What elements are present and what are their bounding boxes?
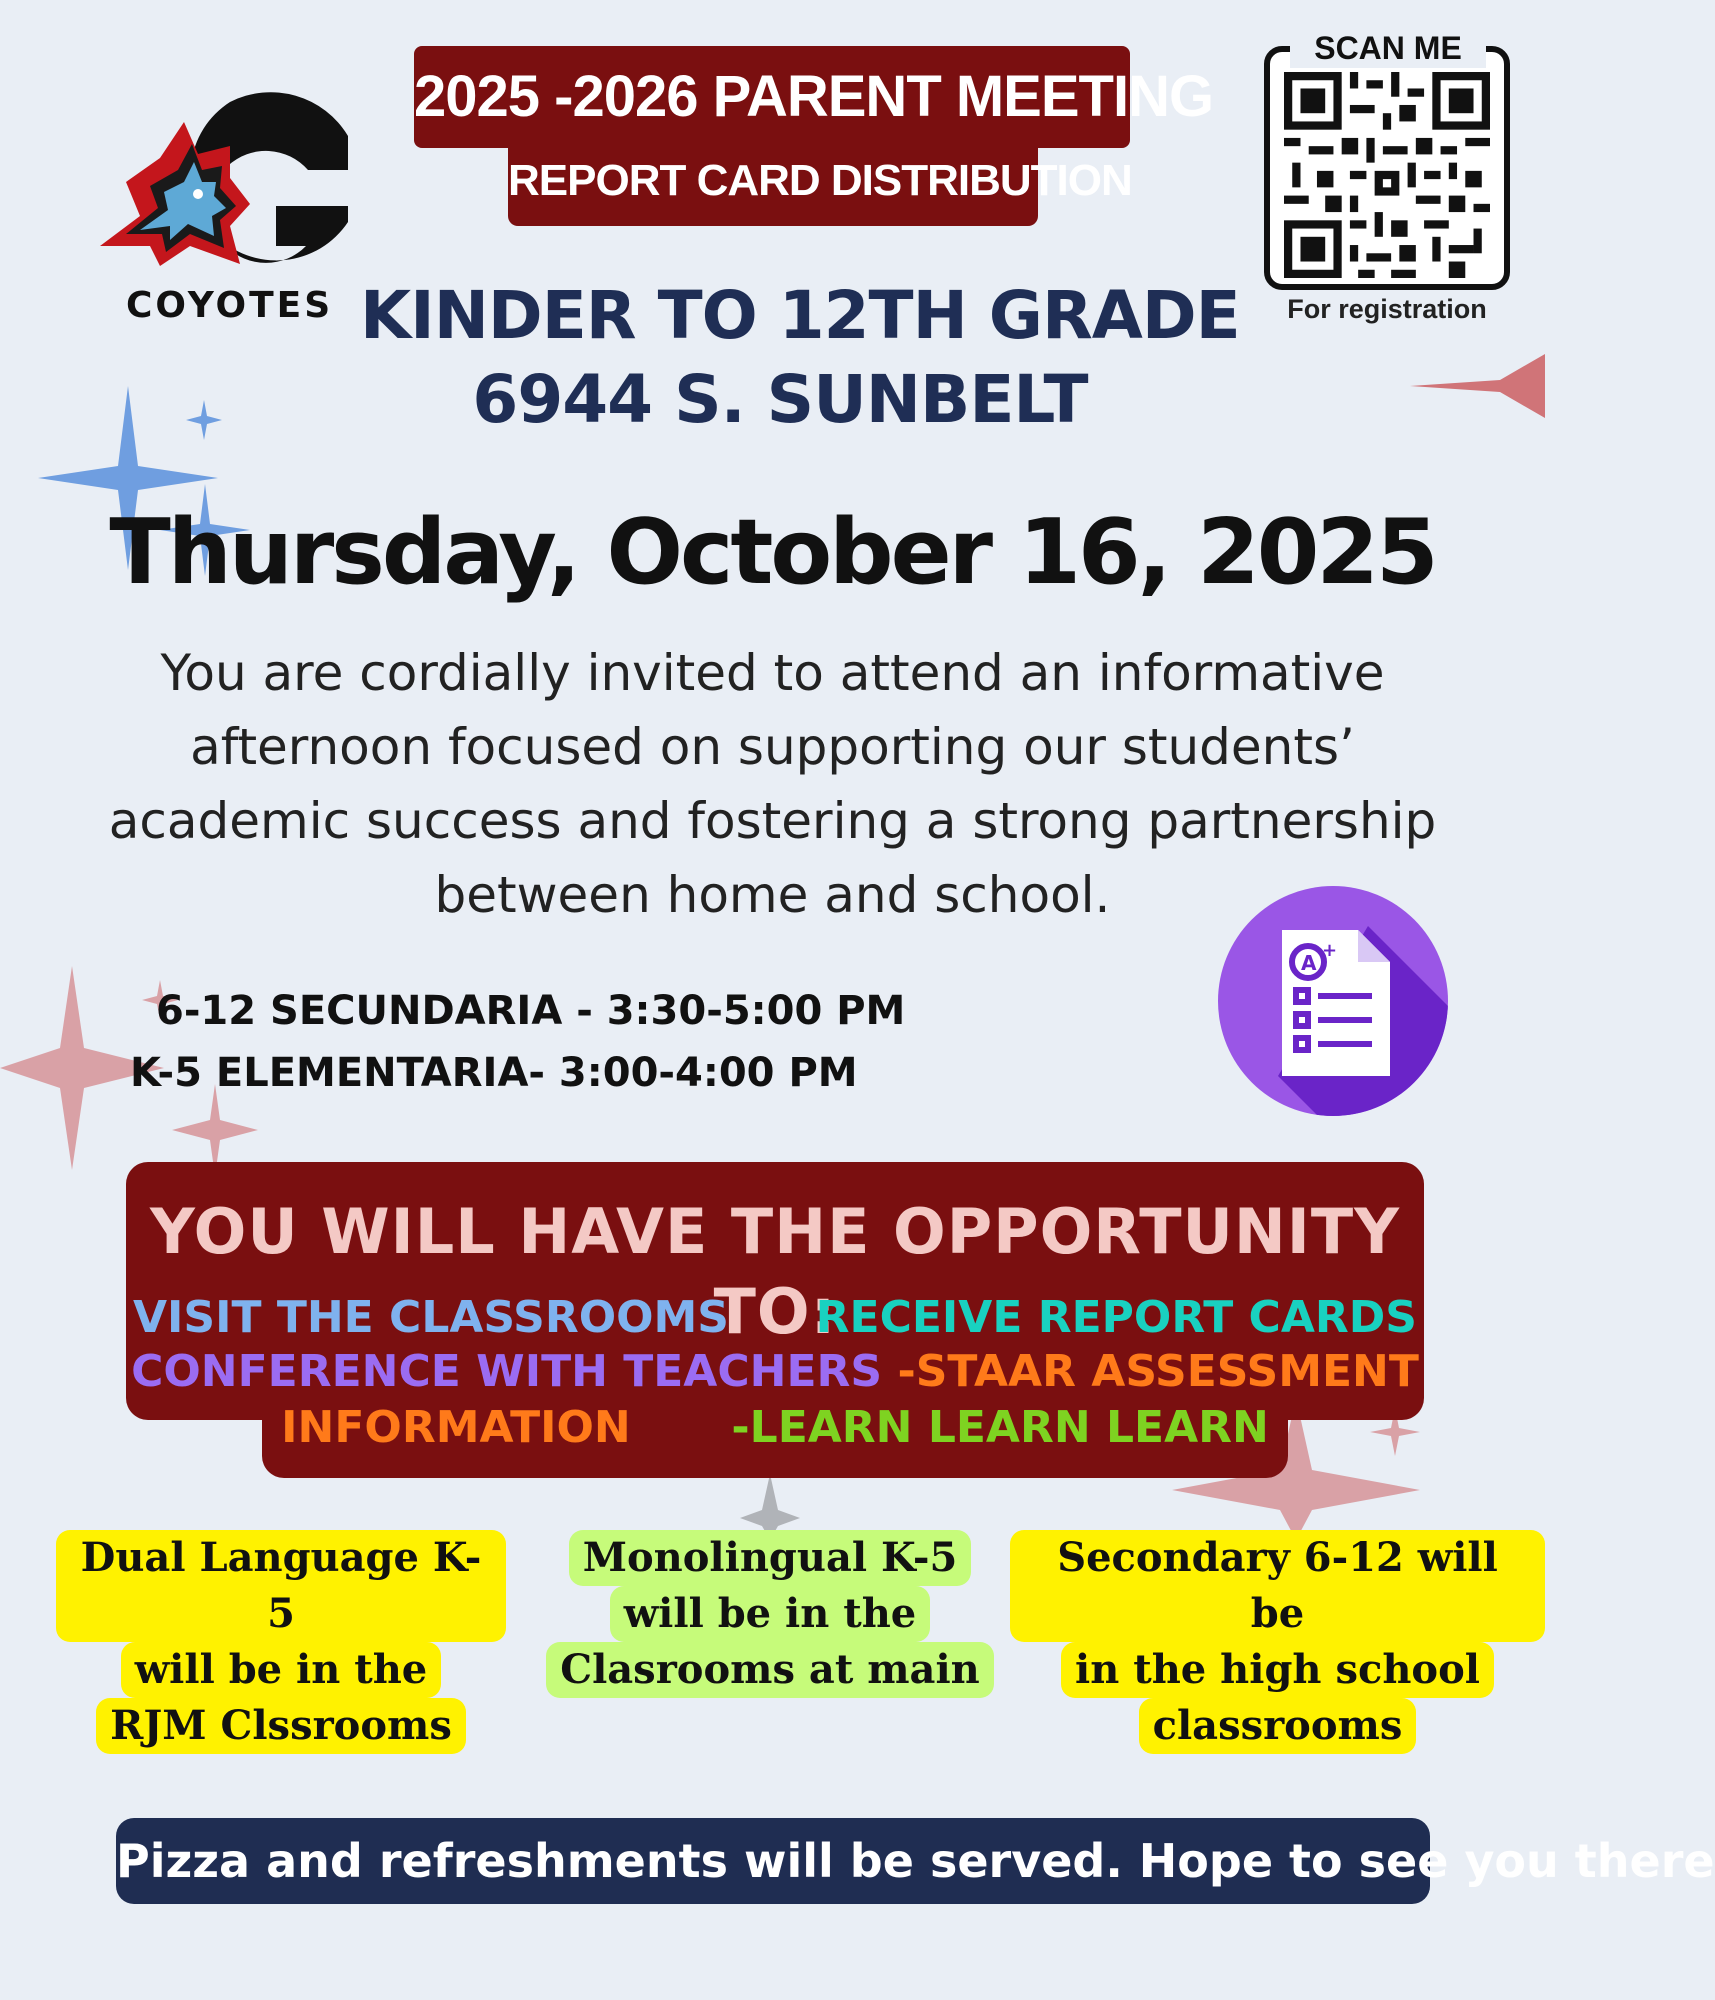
location-secondary <box>1010 1530 1545 1754</box>
visit-classrooms: VISIT THE CLASSROOMS <box>133 1292 729 1343</box>
learn-learn-learn: -LEARN LEARN LEARN <box>731 1402 1269 1453</box>
event-date: Thursday, October 16, 2025 <box>109 500 1436 605</box>
qr-label: SCAN ME <box>1290 28 1486 68</box>
header-title: 2025 -2026 PARENT MEETING <box>414 64 1214 129</box>
address: 6944 S. SUNBELT <box>472 361 1088 438</box>
invitation-text: You are cordially invited to attend an informative afternoon focused on supporting our students’ academic success and fostering a strong partnership between home and school. <box>108 644 1437 924</box>
secondary-time: 6-12 SECUNDARIA - 3:30-5:00 PM <box>156 988 906 1034</box>
elementary-time: K-5 ELEMENTARIA- 3:00-4:00 PM <box>130 1050 858 1096</box>
location-line: Dual Language K-5 <box>56 1530 506 1642</box>
footer-banner: Pizza and refreshments will be served. Hope to see you there <box>116 1818 1430 1904</box>
location-line: Secondary 6-12 will be <box>1010 1530 1545 1642</box>
coyote-mascot-icon <box>80 96 360 286</box>
staar-information: INFORMATION <box>281 1402 631 1453</box>
opportunity-title: YOU WILL HAVE THE OPPORTUNITY TO: <box>149 1195 1401 1348</box>
report-card-icon <box>1218 886 1448 1116</box>
svg-text:A: A <box>1301 951 1317 975</box>
staar-assessment: -STAAR ASSESSMENT <box>897 1346 1419 1397</box>
location-line: will be in the <box>610 1586 931 1642</box>
opportunity-row-1 <box>126 1290 1424 1346</box>
location-line: Monolingual K-5 <box>569 1530 972 1586</box>
opportunity-row-3 <box>126 1400 1424 1456</box>
schedule-times <box>130 980 905 1104</box>
logo-text: COYOTES <box>126 285 334 326</box>
location-line: in the high school <box>1061 1642 1494 1698</box>
header-subtitle: REPORT CARD DISTRIBUTION <box>508 156 1132 205</box>
location-monolingual <box>540 1530 1000 1698</box>
coyotes-logo <box>80 96 360 326</box>
conference-teachers: CONFERENCE WITH TEACHERS <box>131 1346 883 1397</box>
qr-code-icon[interactable] <box>1284 72 1490 278</box>
location-dual-language <box>56 1530 506 1754</box>
svg-text:+: + <box>1322 940 1338 961</box>
location-line: RJM Clssrooms <box>96 1698 466 1754</box>
receive-report-cards: RECEIVE REPORT CARDS <box>815 1292 1417 1343</box>
opportunity-row-2 <box>126 1344 1424 1400</box>
grade-range: KINDER TO 12TH GRADE <box>360 277 1240 354</box>
location-line: Clasrooms at main <box>546 1642 994 1698</box>
qr-caption: For registration <box>1287 294 1487 324</box>
location-line: will be in the <box>121 1642 442 1698</box>
location-line: classrooms <box>1139 1698 1417 1754</box>
